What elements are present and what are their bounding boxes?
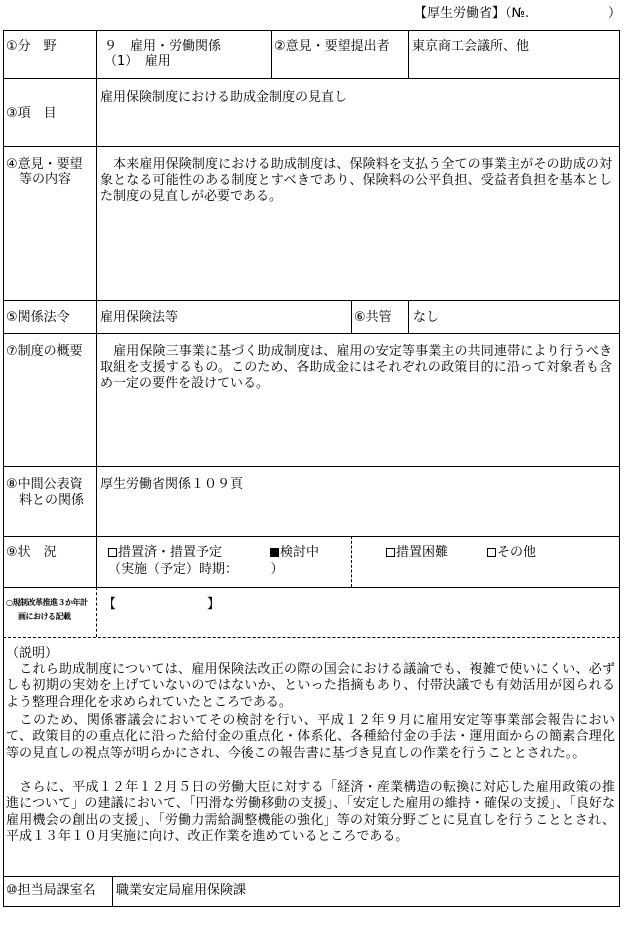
jurisdiction-value: なし (413, 310, 440, 325)
interim-label-line2: 料との関係 (19, 493, 85, 508)
interim-value: 厚生労働省関係１０９頁 (100, 477, 244, 492)
ministry-name: 【厚生労働省】 (414, 6, 506, 21)
rule-status-divider (351, 536, 352, 587)
rule-jurisdiction-right (408, 300, 409, 333)
rule-jurisdiction-left (351, 300, 352, 333)
status-option-label: 検討中 (280, 545, 320, 560)
field-value-line2: （1） 雇用 (104, 54, 171, 69)
rule-bottom (3, 906, 620, 907)
status-option-difficult[interactable] (386, 545, 448, 560)
office-value: 職業安定局雇用保険課 (116, 883, 247, 898)
status-option-label: その他 (497, 545, 537, 560)
explanation-paragraph-3: さらに、平成１２年１２月５日の労働大臣に対する「経済・産業構造の転換に対応した雇用政策の推進について」の建議において、「円滑な労働移動の支援」、「安定した雇用の維持・確保の支援」、「良好な雇用機会の創出の支援」、「労働力需給調整機能の強化」等の対策分野ごとに見直しを行うこととされ、平成１３年１０月実施に向け、改正作業を進めているところである。 (6, 780, 615, 844)
rule-submitter-left (271, 30, 272, 78)
checkbox-unchecked-icon (386, 548, 395, 557)
checkbox-unchecked-icon (487, 548, 496, 557)
request-value: 本来雇用保険制度における助成制度は、保険料を支払う全ての事業主がその助成の対象となる可能性のある制度とすべきであり、保険料の公平負担、受益者負担を基本とした制度の見直しが必要である。 (100, 157, 612, 204)
office-label: ⑩担当局課室名 (6, 883, 96, 898)
plan-label-line1: ○規制改革推進３か年計 (6, 598, 88, 607)
rule-plan-label-column (96, 587, 97, 637)
status-option-label: 措置困難 (396, 545, 449, 560)
status-schedule: （実施（予定）時期： ） (108, 562, 284, 577)
explanation-heading: （説明） (6, 646, 59, 661)
field-value-line1: ９ 雇用・労働関係 (104, 39, 222, 54)
rule-plan-bottom (3, 637, 620, 638)
number-close: ） (608, 6, 622, 21)
status-option-implemented[interactable] (108, 545, 222, 560)
jurisdiction-label: ⑥共管 (354, 310, 392, 325)
rule-explanation-bottom (3, 876, 620, 877)
ministry-header (414, 6, 529, 21)
overview-label: ⑦制度の概要 (6, 344, 83, 359)
item-value: 雇用保険制度における助成金制度の見直し (100, 90, 348, 105)
request-label-line1: ④意見・要望 (6, 157, 83, 172)
plan-value: 【 】 (103, 597, 221, 612)
rule-right (619, 30, 620, 906)
rule-office-divider (112, 876, 113, 906)
law-label: ⑤関係法令 (6, 310, 70, 325)
status-option-other[interactable] (487, 545, 536, 560)
status-option-under-review[interactable] (270, 545, 319, 560)
plan-label-line2: 画における記載 (18, 612, 71, 621)
checkbox-checked-icon (270, 548, 279, 557)
rule-label-column (96, 30, 97, 587)
law-value: 雇用保険法等 (100, 310, 179, 325)
checkbox-unchecked-icon (108, 548, 117, 557)
request-label-line2: 等の内容 (19, 172, 72, 187)
overview-value: 雇用保険三事業に基づく助成制度は、雇用の安定等事業主の共同連帯により行うべき取組を支援するもの。このため、各助成金にはそれぞれの政策目的に沿って対象者も含め一定の要件を設けている。 (100, 344, 612, 391)
submitter-value: 東京商工会議所、他 (412, 39, 530, 54)
interim-label-line1: ⑧中間公表資 (6, 477, 83, 492)
field-label: ①分 野 (6, 39, 57, 54)
item-label: ③項 目 (6, 106, 57, 121)
rule-left (3, 30, 4, 906)
number-label: （№. (505, 6, 530, 21)
status-label: ⑨状 況 (6, 545, 57, 560)
status-option-label: 措置済・措置予定 (118, 545, 223, 560)
explanation-paragraph-1: これら助成制度については、雇用保険法改正の際の国会における議論でも、複雑で使いにくい、必ずしも初期の実効を上げていないのではないか、といった指摘もあり、付帯決議でも有効活用が図られるよう整理合理化を求められていたところである。 (6, 662, 615, 710)
explanation-paragraph-2: このため、関係審議会においてその検討を行い、平成１２年９月に雇用安定等事業部会報告において、政策目的の重点化に沿った給付金の重点化・体系化、各種給付金の手法・運用面からの簡素合理化等の見直しの視点等が明らかにされ、今後この報告書に基づき見直しの作業を行うこととされた。。 (6, 713, 615, 761)
submitter-label: ②意見・要望提出者 (274, 39, 390, 54)
rule-submitter-right (408, 30, 409, 78)
